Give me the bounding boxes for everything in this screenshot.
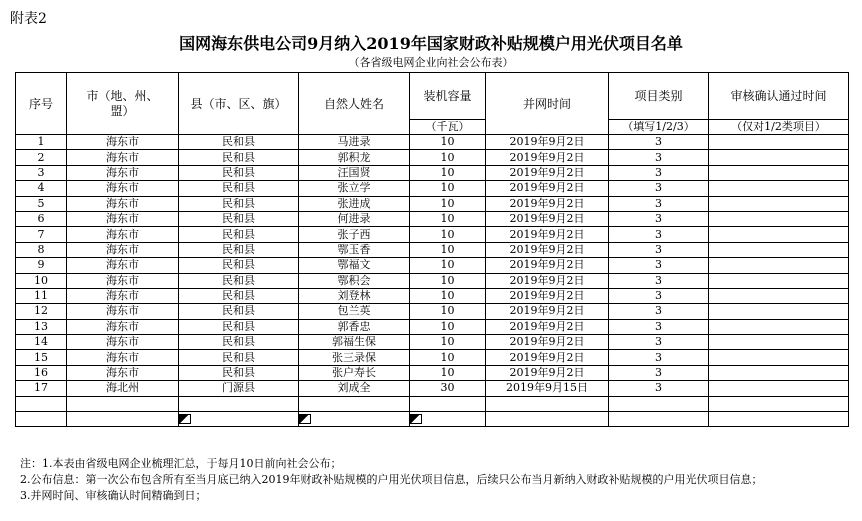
cell-grid-time: 2019年9月2日 <box>486 211 609 226</box>
cell-capacity: 10 <box>410 365 486 380</box>
blank-cell <box>709 411 849 426</box>
cell-name: 包兰英 <box>299 304 410 319</box>
cell-confirm <box>709 135 849 150</box>
cell-category: 3 <box>609 150 709 165</box>
header-city: 市（地、州、盟） <box>67 73 179 135</box>
cell-confirm <box>709 288 849 303</box>
cell-county: 民和县 <box>179 335 299 350</box>
note-1: 注：1.本表由省级电网企业梳理汇总，于每月10日前向社会公布； <box>20 457 342 470</box>
cell-seq: 6 <box>16 211 67 226</box>
cell-county: 民和县 <box>179 150 299 165</box>
cell-grid-time: 2019年9月2日 <box>486 304 609 319</box>
cell-city: 海东市 <box>67 335 179 350</box>
cell-seq: 12 <box>16 304 67 319</box>
cell-grid-time: 2019年9月2日 <box>486 258 609 273</box>
cell-county: 民和县 <box>179 165 299 180</box>
dropdown-marker-icon[interactable] <box>410 414 422 424</box>
table-row <box>16 365 849 380</box>
table-row <box>16 258 849 273</box>
page-subtitle: （各省级电网企业向社会公布表） <box>348 56 514 69</box>
cell-grid-time: 2019年9月2日 <box>486 335 609 350</box>
cell-confirm <box>709 211 849 226</box>
blank-cell <box>179 396 299 411</box>
cell-county: 门源县 <box>179 381 299 396</box>
cell-category: 3 <box>609 381 709 396</box>
blank-cell <box>410 396 486 411</box>
cell-grid-time: 2019年9月15日 <box>486 381 609 396</box>
cell-capacity: 10 <box>410 181 486 196</box>
cell-county: 民和县 <box>179 304 299 319</box>
cell-county: 民和县 <box>179 211 299 226</box>
cell-capacity: 10 <box>410 350 486 365</box>
cell-grid-time: 2019年9月2日 <box>486 242 609 257</box>
table-row <box>16 350 849 365</box>
cell-name: 张进成 <box>299 196 410 211</box>
cell-seq: 11 <box>16 288 67 303</box>
blank-cell <box>709 396 849 411</box>
blank-cell <box>67 411 179 426</box>
cell-city: 海东市 <box>67 304 179 319</box>
cell-name: 张三录保 <box>299 350 410 365</box>
blank-cell <box>179 411 299 426</box>
cell-seq: 2 <box>16 150 67 165</box>
cell-city: 海东市 <box>67 365 179 380</box>
cell-city: 海东市 <box>67 227 179 242</box>
table-row <box>16 319 849 334</box>
blank-cell <box>609 396 709 411</box>
cell-seq: 3 <box>16 165 67 180</box>
blank-cell <box>16 411 67 426</box>
table-row <box>16 304 849 319</box>
cell-capacity: 10 <box>410 273 486 288</box>
cell-city: 海东市 <box>67 258 179 273</box>
note-2: 2.公布信息：第一次公布包含所有至当月底已纳入2019年财政补贴规模的户用光伏项目信息，后续只公布当月新纳入财政补贴规模的户用光伏项目信息； <box>20 473 763 486</box>
cell-county: 民和县 <box>179 196 299 211</box>
cell-city: 海北州 <box>67 381 179 396</box>
cell-city: 海东市 <box>67 135 179 150</box>
cell-name: 马进录 <box>299 135 410 150</box>
header-capacity: 装机容量 <box>410 73 486 120</box>
cell-city: 海东市 <box>67 273 179 288</box>
cell-capacity: 10 <box>410 335 486 350</box>
cell-name: 张立学 <box>299 181 410 196</box>
cell-category: 3 <box>609 365 709 380</box>
cell-category: 3 <box>609 288 709 303</box>
table-row <box>16 196 849 211</box>
cell-grid-time: 2019年9月2日 <box>486 365 609 380</box>
cell-category: 3 <box>609 165 709 180</box>
cell-city: 海东市 <box>67 211 179 226</box>
table-row <box>16 165 849 180</box>
cell-name: 郭福生保 <box>299 335 410 350</box>
header-category-note: （填写1/2/3） <box>609 120 709 135</box>
cell-category: 3 <box>609 350 709 365</box>
cell-city: 海东市 <box>67 242 179 257</box>
cell-confirm <box>709 227 849 242</box>
cell-category: 3 <box>609 211 709 226</box>
cell-seq: 15 <box>16 350 67 365</box>
project-table <box>15 72 849 427</box>
header-category: 项目类别 <box>609 73 709 120</box>
cell-grid-time: 2019年9月2日 <box>486 350 609 365</box>
cell-grid-time: 2019年9月2日 <box>486 196 609 211</box>
header-capacity-unit: （千瓦） <box>410 120 486 135</box>
cell-capacity: 10 <box>410 211 486 226</box>
table-row <box>16 335 849 350</box>
cell-county: 民和县 <box>179 273 299 288</box>
cell-county: 民和县 <box>179 181 299 196</box>
cell-category: 3 <box>609 196 709 211</box>
cell-name: 郭积龙 <box>299 150 410 165</box>
cell-city: 海东市 <box>67 196 179 211</box>
cell-name: 鄂玉香 <box>299 242 410 257</box>
cell-capacity: 10 <box>410 150 486 165</box>
cell-seq: 4 <box>16 181 67 196</box>
blank-cell <box>299 411 410 426</box>
cell-capacity: 10 <box>410 227 486 242</box>
cell-county: 民和县 <box>179 258 299 273</box>
table-row <box>16 181 849 196</box>
blank-cell <box>486 411 609 426</box>
header-confirm-time: 审核确认通过时间 <box>709 73 849 120</box>
cell-seq: 7 <box>16 227 67 242</box>
annex-label: 附表2 <box>10 11 47 27</box>
cell-category: 3 <box>609 181 709 196</box>
cell-grid-time: 2019年9月2日 <box>486 165 609 180</box>
cell-confirm <box>709 165 849 180</box>
cell-seq: 10 <box>16 273 67 288</box>
cell-confirm <box>709 196 849 211</box>
cell-grid-time: 2019年9月2日 <box>486 135 609 150</box>
cell-capacity: 10 <box>410 304 486 319</box>
cell-seq: 9 <box>16 258 67 273</box>
blank-row <box>16 396 849 411</box>
cell-capacity: 10 <box>410 242 486 257</box>
cell-name: 鄂福文 <box>299 258 410 273</box>
cell-confirm <box>709 319 849 334</box>
table-row <box>16 135 849 150</box>
cell-confirm <box>709 304 849 319</box>
cell-capacity: 10 <box>410 196 486 211</box>
cell-city: 海东市 <box>67 150 179 165</box>
table-row <box>16 227 849 242</box>
blank-cell <box>299 396 410 411</box>
cell-name: 汪国贤 <box>299 165 410 180</box>
cell-category: 3 <box>609 273 709 288</box>
dropdown-marker-icon[interactable] <box>299 414 311 424</box>
cell-confirm <box>709 242 849 257</box>
table-body <box>16 135 849 427</box>
cell-city: 海东市 <box>67 288 179 303</box>
cell-seq: 16 <box>16 365 67 380</box>
table-row <box>16 150 849 165</box>
blank-cell <box>16 396 67 411</box>
cell-grid-time: 2019年9月2日 <box>486 273 609 288</box>
cell-county: 民和县 <box>179 227 299 242</box>
cell-name: 张子西 <box>299 227 410 242</box>
header-seq: 序号 <box>16 73 67 135</box>
cell-seq: 5 <box>16 196 67 211</box>
cell-confirm <box>709 335 849 350</box>
page-title: 国网海东供电公司9月纳入2019年国家财政补贴规模户用光伏项目名单 <box>179 34 683 53</box>
table-row <box>16 288 849 303</box>
blank-cell <box>609 411 709 426</box>
cell-grid-time: 2019年9月2日 <box>486 181 609 196</box>
cell-category: 3 <box>609 258 709 273</box>
header-confirm-note: （仅对1/2类项目） <box>709 120 849 135</box>
cell-county: 民和县 <box>179 242 299 257</box>
cell-city: 海东市 <box>67 319 179 334</box>
cell-name: 刘登林 <box>299 288 410 303</box>
blank-row <box>16 411 849 426</box>
cell-category: 3 <box>609 335 709 350</box>
header-name: 自然人姓名 <box>299 73 410 135</box>
notes <box>20 456 762 504</box>
cell-category: 3 <box>609 304 709 319</box>
dropdown-marker-icon[interactable] <box>179 414 191 424</box>
cell-seq: 1 <box>16 135 67 150</box>
cell-category: 3 <box>609 242 709 257</box>
cell-category: 3 <box>609 135 709 150</box>
cell-seq: 17 <box>16 381 67 396</box>
cell-capacity: 10 <box>410 165 486 180</box>
cell-city: 海东市 <box>67 165 179 180</box>
table-row <box>16 211 849 226</box>
cell-grid-time: 2019年9月2日 <box>486 150 609 165</box>
cell-capacity: 10 <box>410 258 486 273</box>
table-row <box>16 381 849 396</box>
cell-name: 刘成全 <box>299 381 410 396</box>
cell-confirm <box>709 258 849 273</box>
cell-seq: 8 <box>16 242 67 257</box>
cell-capacity: 10 <box>410 288 486 303</box>
blank-cell <box>67 396 179 411</box>
cell-grid-time: 2019年9月2日 <box>486 319 609 334</box>
cell-capacity: 30 <box>410 381 486 396</box>
cell-county: 民和县 <box>179 319 299 334</box>
cell-city: 海东市 <box>67 350 179 365</box>
cell-confirm <box>709 273 849 288</box>
cell-capacity: 10 <box>410 319 486 334</box>
table-row <box>16 242 849 257</box>
cell-city: 海东市 <box>67 181 179 196</box>
cell-seq: 13 <box>16 319 67 334</box>
cell-category: 3 <box>609 319 709 334</box>
cell-confirm <box>709 350 849 365</box>
cell-name: 鄂积会 <box>299 273 410 288</box>
cell-name: 郭香忠 <box>299 319 410 334</box>
note-3: 3.并网时间、审核确认时间精确到日； <box>20 489 207 502</box>
cell-county: 民和县 <box>179 365 299 380</box>
cell-name: 张户寿长 <box>299 365 410 380</box>
cell-confirm <box>709 381 849 396</box>
cell-name: 何进录 <box>299 211 410 226</box>
table-row <box>16 273 849 288</box>
cell-grid-time: 2019年9月2日 <box>486 227 609 242</box>
blank-cell <box>486 396 609 411</box>
cell-confirm <box>709 365 849 380</box>
cell-county: 民和县 <box>179 288 299 303</box>
cell-category: 3 <box>609 227 709 242</box>
cell-county: 民和县 <box>179 135 299 150</box>
cell-grid-time: 2019年9月2日 <box>486 288 609 303</box>
cell-capacity: 10 <box>410 135 486 150</box>
cell-seq: 14 <box>16 335 67 350</box>
blank-cell <box>410 411 486 426</box>
header-county: 县（市、区、旗） <box>179 73 299 135</box>
cell-confirm <box>709 150 849 165</box>
cell-county: 民和县 <box>179 350 299 365</box>
cell-confirm <box>709 181 849 196</box>
header-grid-time: 并网时间 <box>486 73 609 135</box>
